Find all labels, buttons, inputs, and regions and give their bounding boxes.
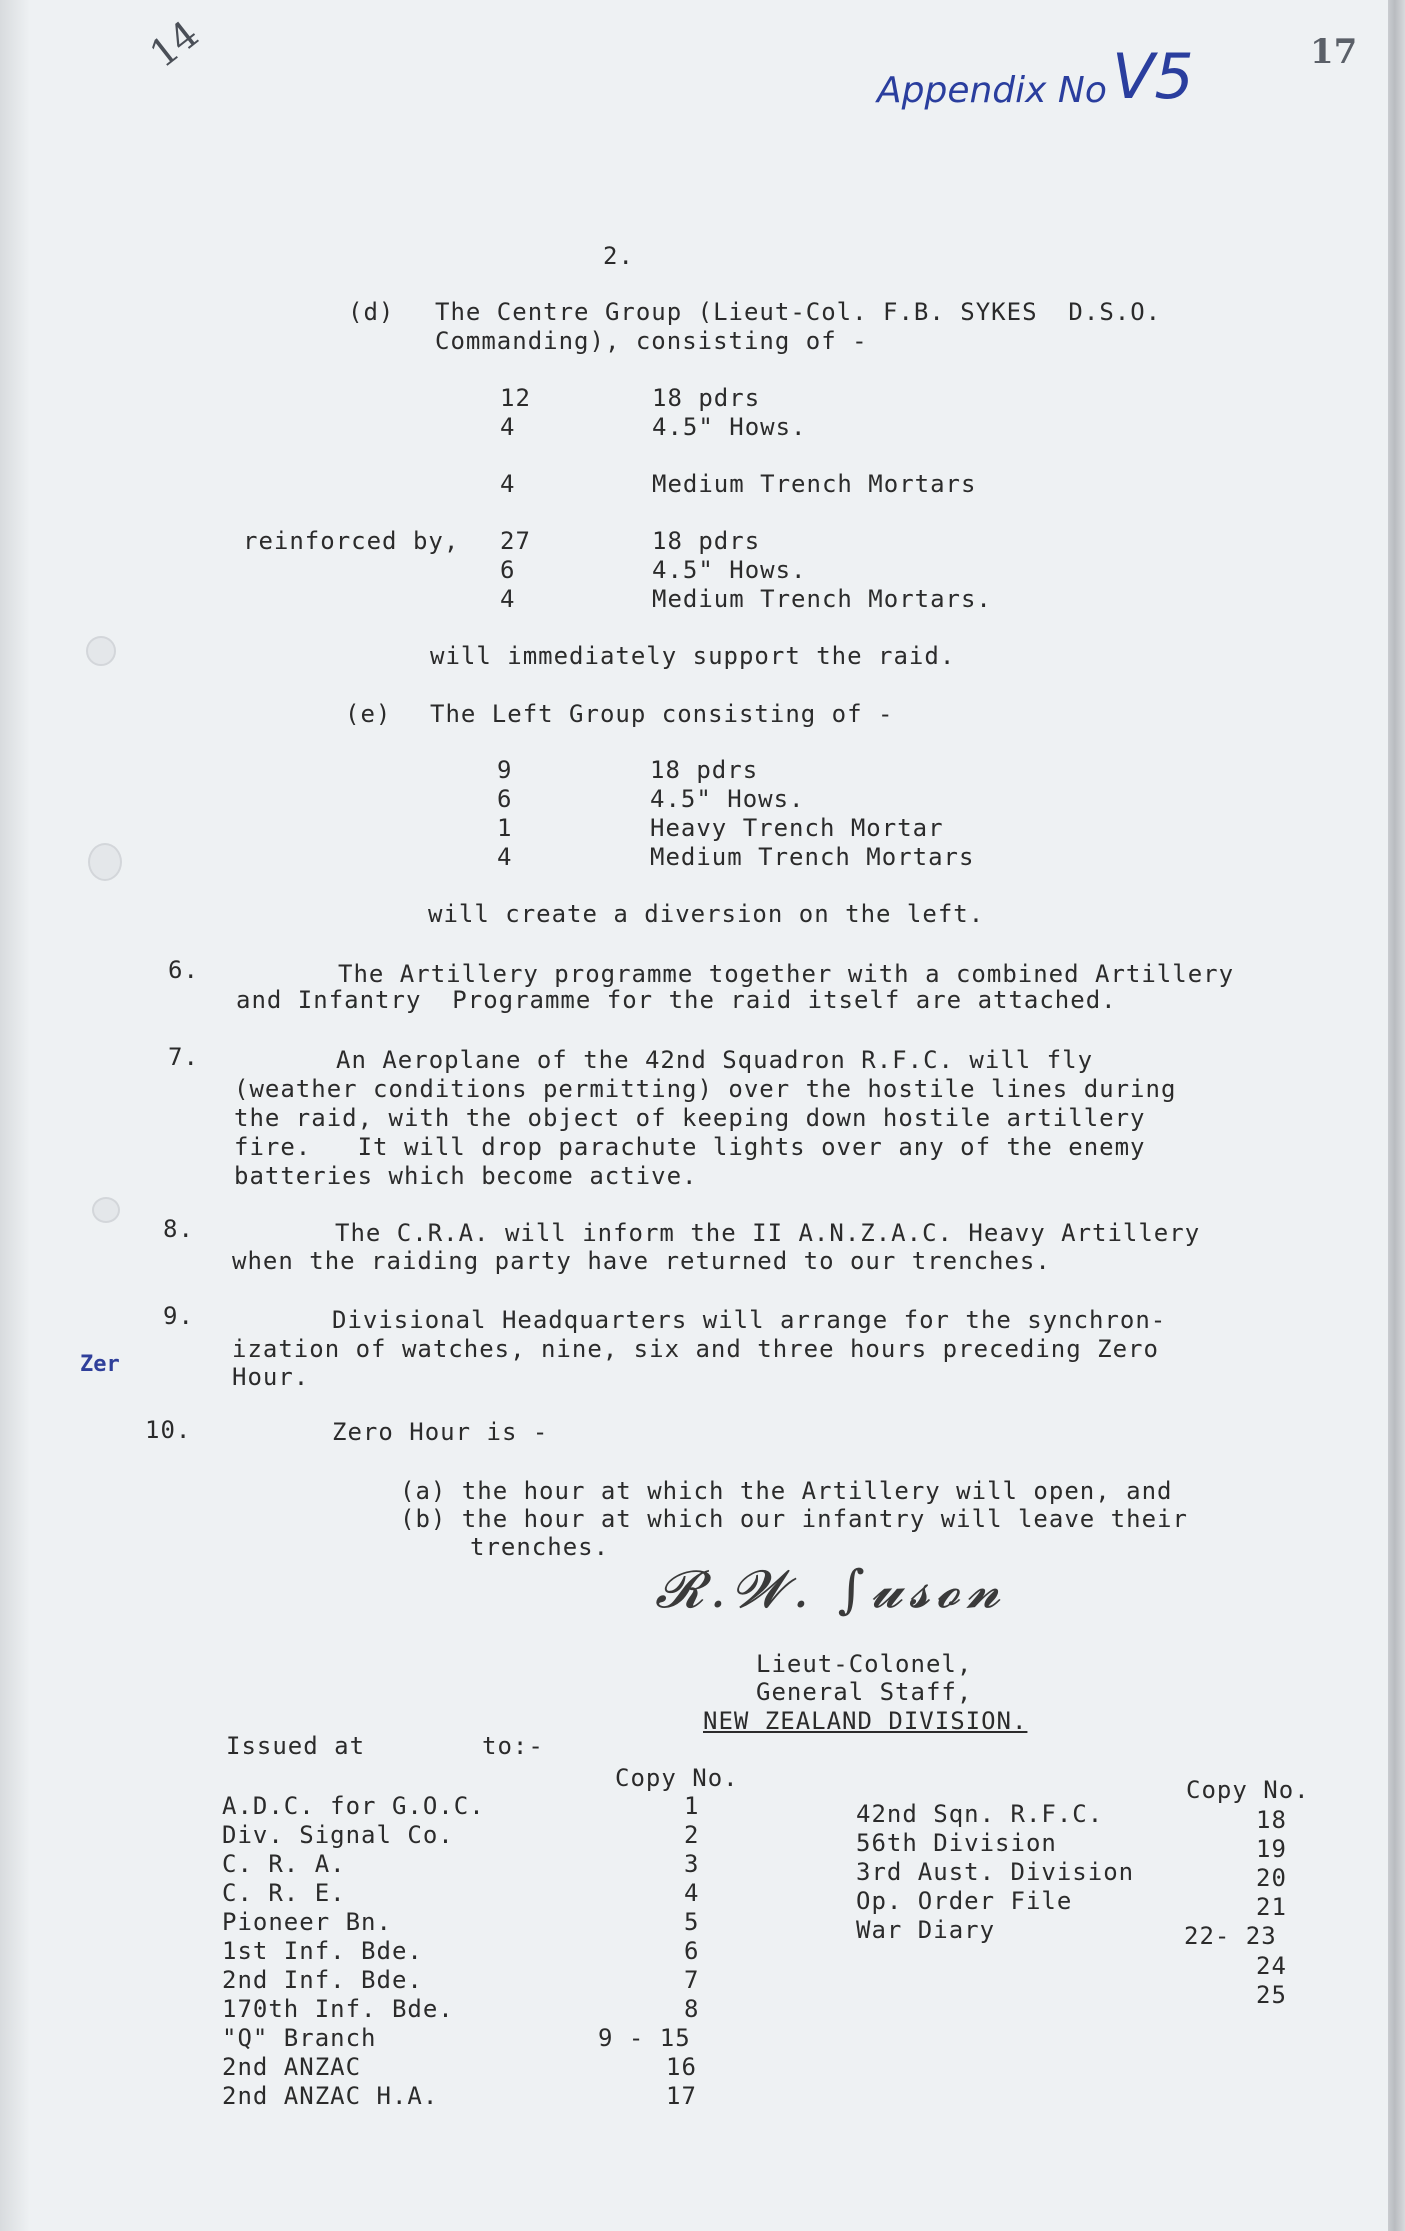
list-item: Op. Order File [856, 1887, 1073, 1915]
para-10-sub-a: (a) the hour at which the Artillery will open, and [400, 1477, 1173, 1505]
qty: 1 [497, 814, 513, 842]
list-item: 170th Inf. Bde. [222, 1995, 454, 2023]
para-7-line: An Aeroplane of the 42nd Squadron R.F.C. will fly [336, 1046, 1094, 1074]
list-item: 2nd Inf. Bde. [222, 1966, 423, 1994]
copy-number: 6 [684, 1937, 700, 1965]
list-item: 3rd Aust. Division [856, 1858, 1135, 1886]
para-d-closing: will immediately support the raid. [430, 642, 956, 670]
list-item: War Diary [856, 1916, 996, 1944]
list-item: Div. Signal Co. [222, 1821, 454, 1849]
para-9-line: Divisional Headquarters will arrange for the synchron- [332, 1306, 1167, 1334]
desc: Medium Trench Mortars. [652, 585, 992, 613]
para-8-line: The C.R.A. will inform the II A.N.Z.A.C. Heavy Artillery [335, 1219, 1201, 1247]
qty: 4 [500, 585, 516, 613]
desc: Heavy Trench Mortar [650, 814, 944, 842]
para-10-sub-b2: trenches. [470, 1533, 610, 1561]
page-edge [1388, 0, 1405, 2231]
copy-number: 16 [666, 2053, 697, 2081]
signature-image: 𝓡.𝓦. ∫𝓾𝓼𝓸𝓷 [655, 1560, 1007, 1620]
to-label: to:- [482, 1732, 544, 1760]
signature-role: General Staff, [756, 1678, 973, 1706]
appendix-label: Appendix No [877, 70, 1107, 111]
para-d-line2: Commanding), consisting of - [435, 327, 868, 355]
desc: 18 pdrs [652, 384, 761, 412]
para-7-line: batteries which become active. [234, 1162, 698, 1190]
copy-number: 21 [1256, 1893, 1287, 1921]
copy-number: 20 [1256, 1864, 1287, 1892]
copy-number: 8 [684, 1995, 700, 2023]
para-number: 7. [168, 1043, 199, 1071]
qty: 6 [497, 785, 513, 813]
signature-unit: NEW ZEALAND DIVISION. [703, 1707, 1028, 1735]
copy-number: 19 [1256, 1835, 1287, 1863]
desc: 4.5" Hows. [652, 413, 807, 441]
qty: 4 [500, 413, 516, 441]
copy-number: 7 [684, 1966, 700, 1994]
folio-stamp: 17 [1310, 32, 1358, 72]
para-10-sub-b: (b) the hour at which our infantry will leave their [400, 1505, 1188, 1533]
qty: 4 [500, 470, 516, 498]
page-binding-edge [0, 0, 30, 2231]
desc: 4.5" Hows. [652, 556, 807, 584]
desc: 18 pdrs [652, 527, 761, 555]
copy-header-right: Copy No. [1186, 1776, 1310, 1804]
para-7-line: the raid, with the object of keeping down hostile artillery [234, 1104, 1146, 1132]
punch-hole [86, 636, 116, 666]
para-d-line1: The Centre Group (Lieut-Col. F.B. SYKES D.S.O. [435, 298, 1162, 326]
para-6-line: and Infantry Programme for the raid itself are attached. [236, 986, 1117, 1014]
punch-hole [88, 843, 122, 881]
qty: 6 [500, 556, 516, 584]
list-item: 2nd ANZAC [222, 2053, 362, 2081]
copy-number: 4 [684, 1879, 700, 1907]
copy-number: 25 [1256, 1981, 1287, 2009]
copy-number: 9 - 15 [598, 2024, 691, 2052]
list-item: A.D.C. for G.O.C. [222, 1792, 485, 1820]
qty: 27 [500, 527, 531, 555]
para-7-line: fire. It will drop parachute lights over any of the enemy [234, 1133, 1146, 1161]
para-e-closing: will create a diversion on the left. [428, 900, 985, 928]
qty: 9 [497, 756, 513, 784]
list-item: C. R. E. [222, 1879, 346, 1907]
desc: Medium Trench Mortars [652, 470, 977, 498]
para-8-line: when the raiding party have returned to our trenches. [232, 1247, 1051, 1275]
issued-label: Issued at [226, 1732, 366, 1760]
para-9-line: Hour. [232, 1363, 310, 1391]
list-item: 42nd Sqn. R.F.C. [856, 1800, 1104, 1828]
copy-number: 17 [666, 2082, 697, 2110]
para-7-line: (weather conditions permitting) over the hostile lines during [234, 1075, 1177, 1103]
qty: 12 [500, 384, 531, 412]
desc: 18 pdrs [650, 756, 759, 784]
para-number: 9. [163, 1302, 194, 1330]
reinforced-label: reinforced by, [243, 527, 460, 555]
para-number: 10. [145, 1416, 192, 1444]
para-6-line: The Artillery programme together with a combined Artillery [338, 960, 1235, 988]
para-number: 6. [168, 956, 199, 984]
copy-number: 24 [1256, 1952, 1287, 1980]
copy-number: 18 [1256, 1806, 1287, 1834]
punch-hole [92, 1197, 120, 1223]
list-item: 2nd ANZAC H.A. [222, 2082, 439, 2110]
copy-number: 22- 23 [1184, 1922, 1277, 1950]
page-number: 2. [603, 242, 634, 270]
appendix-number: V5 [1112, 40, 1194, 113]
margin-stamp: Zer [80, 1352, 120, 1377]
signature-rank: Lieut-Colonel, [756, 1650, 973, 1678]
copy-number: 5 [684, 1908, 700, 1936]
list-item: 56th Division [856, 1829, 1057, 1857]
copy-number: 2 [684, 1821, 700, 1849]
list-item: C. R. A. [222, 1850, 346, 1878]
list-item: 1st Inf. Bde. [222, 1937, 423, 1965]
copy-header-left: Copy No. [615, 1764, 739, 1792]
desc: 4.5" Hows. [650, 785, 805, 813]
para-d-letter: (d) [348, 298, 395, 326]
para-e-line1: The Left Group consisting of - [430, 700, 894, 728]
copy-number: 3 [684, 1850, 700, 1878]
qty: 4 [497, 843, 513, 871]
folio-pencil: 14 [141, 11, 207, 77]
para-9-line: ization of watches, nine, six and three hours preceding Zero [232, 1335, 1159, 1363]
copy-number: 1 [684, 1792, 700, 1820]
list-item: Pioneer Bn. [222, 1908, 392, 1936]
para-number: 8. [163, 1215, 194, 1243]
list-item: "Q" Branch [222, 2024, 377, 2052]
desc: Medium Trench Mortars [650, 843, 975, 871]
para-e-letter: (e) [345, 700, 392, 728]
para-10-line1: Zero Hour is - [332, 1418, 549, 1446]
